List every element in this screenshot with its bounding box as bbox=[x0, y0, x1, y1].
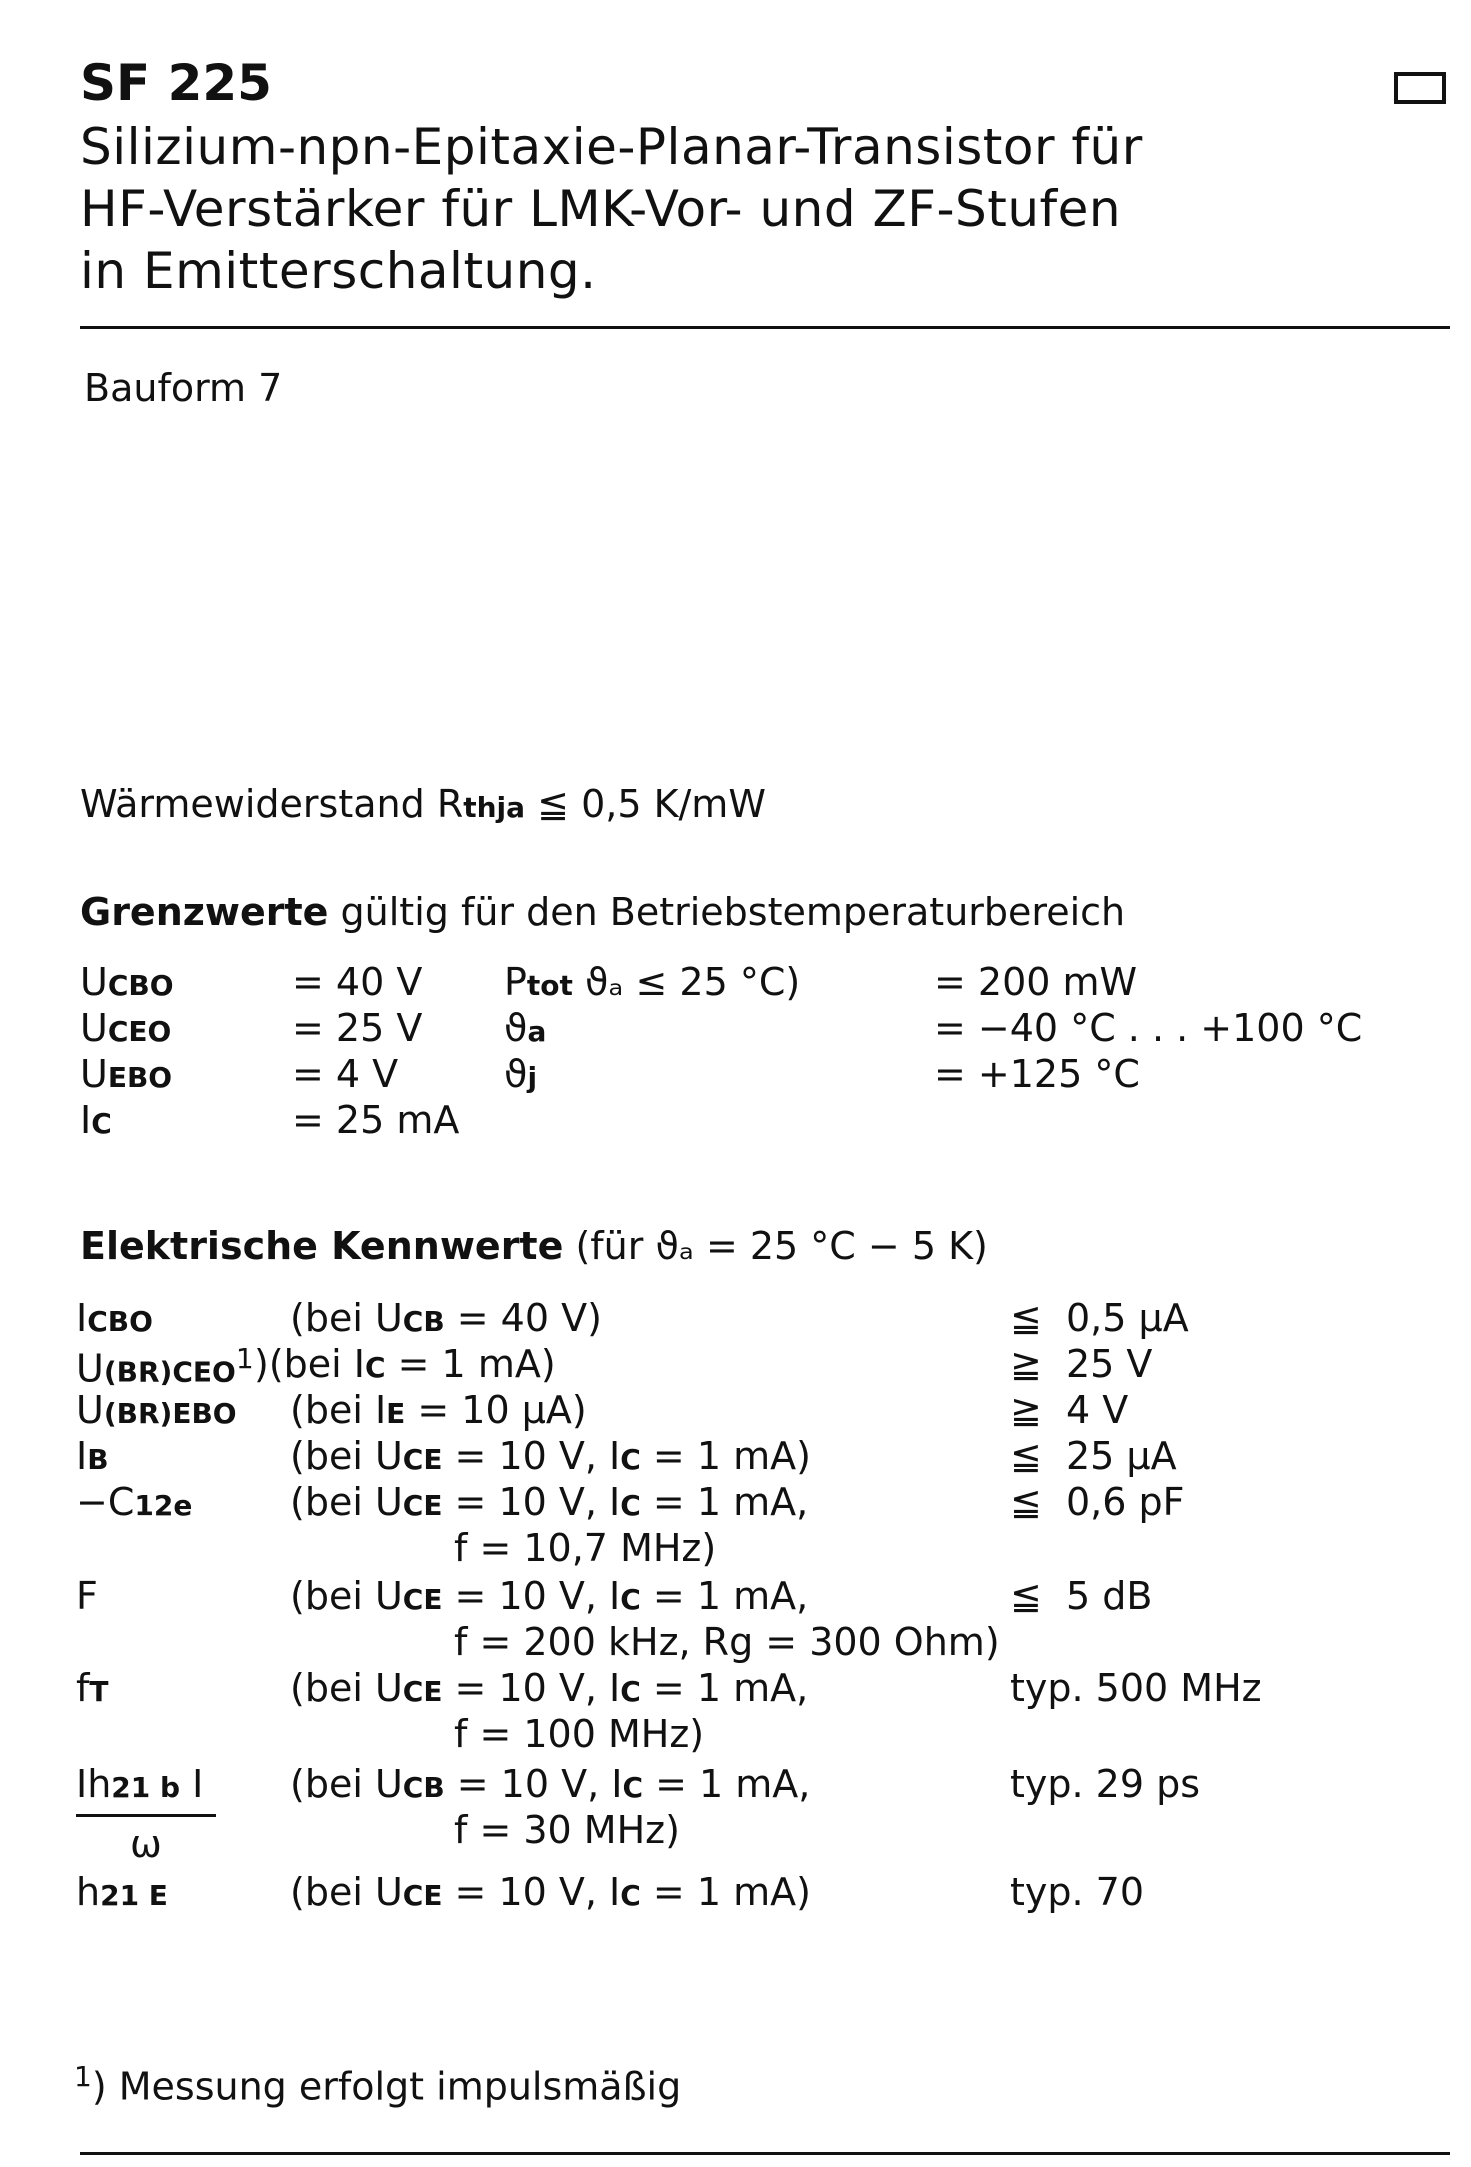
limit-right-value: = 200 mW bbox=[934, 960, 1138, 1004]
param-sym-sub: 12e bbox=[134, 1489, 193, 1522]
cond-rest: = 10 V, I bbox=[442, 1434, 621, 1478]
thermal-relation: ≦ bbox=[537, 782, 569, 826]
limit-right-value: = +125 °C bbox=[934, 1052, 1140, 1096]
thermal-value: 0,5 K/mW bbox=[581, 782, 766, 826]
param-relation: ≦ bbox=[1010, 1296, 1042, 1340]
param-sym-main: U bbox=[76, 1346, 104, 1391]
limit-value: = 25 V bbox=[292, 1006, 423, 1050]
param-sym-main: f bbox=[76, 1666, 90, 1710]
cond-text: (bei I bbox=[290, 1388, 387, 1432]
param-symbol bbox=[76, 1296, 153, 1340]
limit-sym-sub: CEO bbox=[107, 1015, 172, 1048]
cond-rest2: = 1 mA) bbox=[640, 1870, 811, 1914]
param-condition-line2: f = 10,7 MHz) bbox=[454, 1526, 717, 1570]
param-symbol bbox=[76, 1480, 192, 1524]
param-symbol bbox=[76, 1870, 168, 1914]
description-line-1: Silizium-npn-Epitaxie-Planar-Transistor für bbox=[80, 118, 1143, 176]
limit-right-symbol bbox=[504, 960, 800, 1004]
cond-text: (bei U bbox=[290, 1762, 403, 1806]
cond-text: (bei U bbox=[290, 1870, 403, 1914]
thermal-subscript: thja bbox=[463, 791, 526, 824]
cond-rest2: = 1 mA, bbox=[640, 1666, 809, 1710]
cond-sub: CE bbox=[402, 1443, 443, 1476]
param-condition-line2: f = 100 MHz) bbox=[454, 1712, 705, 1756]
cond-text: (bei U bbox=[290, 1666, 403, 1710]
cond-sub: CB bbox=[402, 1771, 445, 1804]
param-sym-main: U bbox=[76, 1388, 104, 1432]
param-relation: ≧ bbox=[1010, 1388, 1042, 1432]
param-sym-sub: 21 E bbox=[100, 1879, 168, 1912]
param-condition bbox=[290, 1762, 810, 1806]
param-sym-main: Ih bbox=[76, 1762, 112, 1806]
param-symbol bbox=[76, 1434, 109, 1478]
cond-rest: = 10 V, I bbox=[442, 1870, 621, 1914]
param-value: 4 V bbox=[1066, 1388, 1129, 1432]
param-condition bbox=[290, 1870, 811, 1914]
cond-sub2: C bbox=[620, 1583, 641, 1616]
cond-rest: = 1 mA) bbox=[385, 1342, 556, 1386]
limit-right-sym-main: ϑ bbox=[504, 1052, 528, 1096]
param-relation: ≦ bbox=[1010, 1480, 1042, 1524]
limit-value: = 40 V bbox=[292, 960, 423, 1004]
limit-right-cond: ϑₐ ≤ 25 °C) bbox=[572, 960, 801, 1004]
limit-sym-main: U bbox=[80, 960, 108, 1004]
footnote bbox=[74, 2060, 681, 2109]
param-condition bbox=[290, 1480, 808, 1524]
limit-sym-main: I bbox=[80, 1098, 92, 1142]
cond-text: (bei U bbox=[290, 1574, 403, 1618]
cond-rest2: = 1 mA) bbox=[640, 1434, 811, 1478]
param-value: 0,5 µA bbox=[1066, 1296, 1189, 1340]
limit-symbol bbox=[80, 1006, 171, 1050]
param-condition-line2: f = 30 MHz) bbox=[454, 1808, 680, 1852]
cond-rest: = 10 V, I bbox=[442, 1666, 621, 1710]
description-line-3: in Emitterschaltung. bbox=[80, 242, 597, 300]
param-sym-sub: 21 b bbox=[111, 1771, 181, 1804]
param-value: typ. 500 MHz bbox=[1010, 1666, 1262, 1710]
param-sym-sub: T bbox=[89, 1675, 109, 1708]
cond-sub: CB bbox=[402, 1305, 445, 1338]
param-relation: ≧ bbox=[1010, 1342, 1042, 1386]
param-condition bbox=[290, 1296, 602, 1340]
limit-symbol bbox=[80, 1052, 172, 1096]
param-symbol bbox=[76, 1388, 237, 1432]
cond-sub2: C bbox=[622, 1771, 644, 1804]
param-sym-main: h bbox=[76, 1870, 101, 1914]
thermal-resistance bbox=[80, 782, 766, 826]
limit-sym-main: U bbox=[80, 1006, 108, 1050]
param-symbol bbox=[76, 1666, 109, 1710]
limits-heading bbox=[80, 890, 1125, 934]
fraction-bar bbox=[76, 1814, 216, 1817]
page-title: SF 225 bbox=[80, 54, 272, 112]
electrical-heading-bold: Elektrische Kennwerte bbox=[80, 1224, 564, 1268]
param-condition-line2: f = 200 kHz, Rg = 300 Ohm) bbox=[454, 1620, 1000, 1664]
thermal-symbol: R bbox=[436, 782, 464, 826]
limit-right-sym-sub: tot bbox=[526, 969, 573, 1002]
param-sym-sub: B bbox=[87, 1443, 109, 1476]
param-symbol bbox=[76, 1342, 254, 1391]
cond-rest: = 10 V, I bbox=[442, 1574, 621, 1618]
cond-text: )(bei I bbox=[254, 1342, 365, 1386]
bauform-label: Bauform 7 bbox=[84, 366, 283, 410]
limit-sym-sub: EBO bbox=[107, 1061, 173, 1094]
param-symbol bbox=[76, 1762, 203, 1806]
cond-text: (bei U bbox=[290, 1480, 403, 1524]
param-sym-sub: CBO bbox=[87, 1305, 153, 1338]
electrical-heading-rest: (für ϑₐ = 25 °C − 5 K) bbox=[575, 1224, 988, 1268]
cond-rest2: = 1 mA, bbox=[640, 1574, 809, 1618]
param-condition bbox=[290, 1666, 808, 1710]
cond-sub: C bbox=[365, 1351, 386, 1384]
param-sym-main: F bbox=[76, 1574, 98, 1618]
param-condition bbox=[290, 1388, 587, 1432]
param-sym-sub: (BR)EBO bbox=[103, 1397, 237, 1430]
param-sym-main: I bbox=[76, 1434, 88, 1478]
param-sym-sup: 1 bbox=[235, 1342, 254, 1375]
param-denominator: ω bbox=[130, 1822, 162, 1866]
param-sym-tail: I bbox=[180, 1762, 204, 1806]
param-condition bbox=[254, 1342, 556, 1386]
cond-rest2: = 1 mA, bbox=[643, 1762, 811, 1806]
limit-right-sym-sub: j bbox=[527, 1061, 538, 1094]
cond-sub: CE bbox=[402, 1879, 443, 1912]
param-sym-main: I bbox=[76, 1296, 88, 1340]
limit-right-symbol bbox=[504, 1006, 546, 1050]
electrical-heading bbox=[80, 1224, 988, 1268]
param-relation: ≦ bbox=[1010, 1574, 1042, 1618]
limit-right-sym-main: ϑ bbox=[504, 1006, 528, 1050]
footnote-text: ) Messung erfolgt impulsmäßig bbox=[91, 2064, 682, 2109]
param-condition bbox=[290, 1574, 808, 1618]
param-relation: ≦ bbox=[1010, 1434, 1042, 1478]
description-line-2: HF-Verstärker für LMK-Vor- und ZF-Stufen bbox=[80, 180, 1122, 238]
param-value: typ. 29 ps bbox=[1010, 1762, 1201, 1806]
limit-right-symbol bbox=[504, 1052, 537, 1096]
footer-rule bbox=[80, 2152, 1450, 2155]
param-value: 25 µA bbox=[1066, 1434, 1177, 1478]
param-value: 25 V bbox=[1066, 1342, 1153, 1386]
limit-sym-sub: C bbox=[91, 1107, 112, 1140]
header-rule bbox=[80, 326, 1450, 329]
limit-value: = 4 V bbox=[292, 1052, 399, 1096]
cond-sub: CE bbox=[402, 1583, 443, 1616]
cond-sub2: C bbox=[620, 1443, 641, 1476]
limits-heading-bold: Grenzwerte bbox=[80, 890, 329, 934]
cond-sub2: C bbox=[620, 1879, 641, 1912]
limit-sym-sub: CBO bbox=[107, 969, 174, 1002]
footnote-mark: 1 bbox=[74, 2060, 92, 2093]
cond-sub: E bbox=[386, 1397, 406, 1430]
param-value: 0,6 pF bbox=[1066, 1480, 1185, 1524]
cond-sub2: C bbox=[620, 1675, 641, 1708]
cond-text: (bei U bbox=[290, 1296, 403, 1340]
limit-right-value: = −40 °C . . . +100 °C bbox=[934, 1006, 1363, 1050]
checkbox-square bbox=[1394, 72, 1446, 104]
param-sym-main: −C bbox=[76, 1480, 135, 1524]
param-condition bbox=[290, 1434, 811, 1478]
limit-right-sym-main: P bbox=[504, 960, 527, 1004]
cond-rest: = 10 V, I bbox=[444, 1762, 623, 1806]
cond-text: (bei U bbox=[290, 1434, 403, 1478]
limit-symbol bbox=[80, 1098, 112, 1142]
limit-right-sym-sub: a bbox=[527, 1015, 547, 1048]
cond-rest2: = 1 mA, bbox=[640, 1480, 809, 1524]
cond-sub: CE bbox=[402, 1675, 443, 1708]
limit-symbol bbox=[80, 960, 174, 1004]
thermal-label: Wärmewiderstand bbox=[80, 782, 425, 826]
cond-rest: = 10 µA) bbox=[405, 1388, 587, 1432]
cond-sub2: C bbox=[620, 1489, 641, 1522]
cond-rest: = 10 V, I bbox=[442, 1480, 621, 1524]
param-sym-sub: (BR)CEO bbox=[103, 1355, 236, 1389]
limits-heading-rest: gültig für den Betriebstemperaturbereich bbox=[340, 890, 1126, 934]
limit-sym-main: U bbox=[80, 1052, 108, 1096]
param-value: typ. 70 bbox=[1010, 1870, 1145, 1914]
limit-value: = 25 mA bbox=[292, 1098, 460, 1142]
cond-rest: = 40 V) bbox=[444, 1296, 602, 1340]
param-symbol bbox=[76, 1574, 98, 1618]
cond-sub: CE bbox=[402, 1489, 443, 1522]
param-value: 5 dB bbox=[1066, 1574, 1153, 1618]
